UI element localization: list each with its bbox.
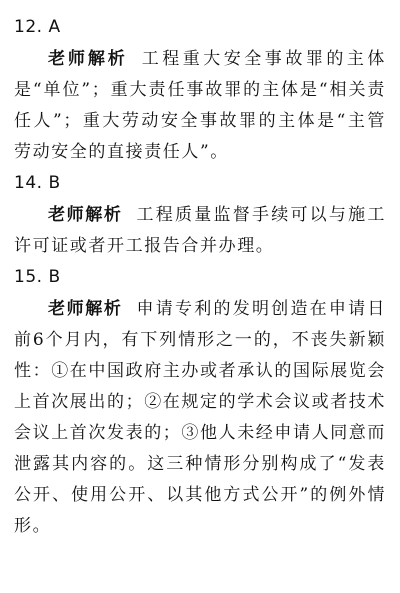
answer-block-15 [14, 266, 386, 542]
answer-block-14 [14, 172, 386, 262]
explanation-label: 老师解析 [48, 49, 128, 69]
answer-block-12 [14, 16, 386, 168]
question-number: 12. A [14, 17, 61, 37]
explanation-label: 老师解析 [48, 205, 123, 225]
explanation-text: 工程质量监督手续可以与施工许可证或者开工报告合并办理。 [14, 205, 386, 256]
explanation-text: 工程重大安全事故罪的主体是“单位”；重大责任事故罪的主体是“相关责任人”；重大劳动安全事故罪的主体是“主管劳动安全的直接责任人”。 [14, 49, 387, 162]
question-number: 15. B [14, 267, 61, 287]
explanation-label: 老师解析 [48, 299, 123, 319]
explanation-paragraph [14, 44, 386, 168]
explanation-text: 申请专利的发明创造在申请日前6个月内，有下列情形之一的，不丧失新颖性：①在中国政府主办或者承认的国际展览会上首次展出的；②在规定的学术会议或者技术会议上首次发表的；③他人未经申请人同意而泄露其内容的。这三种情形分别构成了“发表公开、使用公开、以其他方式公开”的例外情形。 [14, 299, 386, 536]
explanation-paragraph [14, 200, 386, 262]
explanation-paragraph [14, 294, 386, 542]
question-number: 14. B [14, 173, 61, 193]
